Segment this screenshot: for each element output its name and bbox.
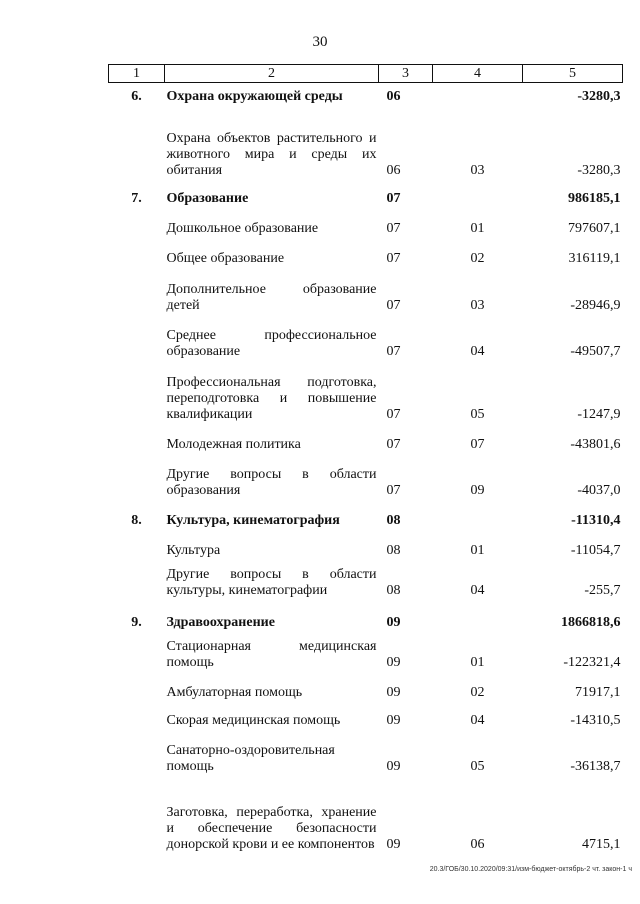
row-number <box>109 453 165 499</box>
row-section-code: 07 <box>386 343 401 359</box>
row-number <box>109 423 165 453</box>
row-subsection-code: 03 <box>470 297 485 313</box>
row-name: Охрана объектов растительного и животного мира и среды их обитания <box>166 130 377 178</box>
row-section-code: 06 <box>386 162 401 178</box>
row-section-code: 07 <box>386 220 401 236</box>
row-subsection-code: 06 <box>470 836 485 852</box>
table-body <box>109 83 623 853</box>
row-subsection-code: 07 <box>470 436 485 452</box>
row-name: Санаторно-оздоровительная помощь <box>166 742 335 774</box>
row-amount: -36138,7 <box>570 758 621 774</box>
table-row <box>109 775 623 853</box>
row-section-code: 07 <box>386 482 401 498</box>
table-row <box>109 701 623 729</box>
row-section-code: 09 <box>386 614 401 630</box>
row-section-code: 08 <box>386 582 401 598</box>
table-row <box>109 360 623 423</box>
row-number: 6. <box>131 88 142 104</box>
row-amount: -11054,7 <box>570 542 621 558</box>
row-section-code: 08 <box>386 542 401 558</box>
table-row <box>109 105 623 179</box>
row-section-code: 09 <box>386 654 401 670</box>
table-row <box>109 631 623 671</box>
row-section-code: 07 <box>386 436 401 452</box>
row-subsection-code: 05 <box>470 406 485 422</box>
row-name: Среднее профессиональное образование <box>166 327 377 359</box>
row-amount: -122321,4 <box>563 654 621 670</box>
row-subsection-code <box>433 599 523 631</box>
row-number <box>109 631 165 671</box>
table-row <box>109 267 623 314</box>
row-name: Дополнительное образование детей <box>166 281 377 313</box>
row-number: 8. <box>131 512 142 528</box>
row-amount: 71917,1 <box>575 684 621 700</box>
row-name: Охрана окружающей среды <box>166 88 343 104</box>
row-amount: 4715,1 <box>582 836 621 852</box>
row-subsection-code: 05 <box>470 758 485 774</box>
table-row <box>109 599 623 631</box>
row-amount: 1866818,6 <box>561 614 621 630</box>
row-amount: -1247,9 <box>577 406 621 422</box>
row-amount: -11310,4 <box>571 512 621 528</box>
row-amount: 316119,1 <box>568 250 621 266</box>
row-name: Культура, кинематография <box>166 512 340 528</box>
row-subsection-code: 03 <box>470 162 485 178</box>
budget-table <box>108 64 623 853</box>
footer-note: 20.3/ГОБ/30.10.2020/09:31/изм-бюджет-октябрь-2 чт. закон-1 ч <box>429 866 632 873</box>
header-col-3: 3 <box>379 65 433 83</box>
row-section-code: 09 <box>386 712 401 728</box>
header-col-5: 5 <box>523 65 623 83</box>
row-amount: -3280,3 <box>577 162 621 178</box>
row-name: Дошкольное образование <box>166 220 319 236</box>
row-subsection-code: 02 <box>470 250 485 266</box>
row-section-code: 07 <box>386 190 401 206</box>
row-subsection-code <box>433 499 523 529</box>
row-number <box>109 775 165 853</box>
table-row <box>109 237 623 267</box>
table-header <box>109 65 623 83</box>
row-name: Амбулаторная помощь <box>166 684 303 700</box>
table-row <box>109 314 623 360</box>
row-name: Общее образование <box>166 250 285 266</box>
row-amount: -4037,0 <box>577 482 621 498</box>
row-name: Образование <box>166 190 249 206</box>
row-subsection-code: 04 <box>470 582 485 598</box>
row-section-code: 06 <box>386 88 401 104</box>
row-amount: -43801,6 <box>570 436 621 452</box>
row-number <box>109 559 165 599</box>
table-row <box>109 453 623 499</box>
row-number <box>109 529 165 559</box>
table-row <box>109 83 623 105</box>
row-amount: -3280,3 <box>577 88 621 104</box>
row-number <box>109 701 165 729</box>
table-row <box>109 559 623 599</box>
page-number: 30 <box>312 34 328 50</box>
header-col-4: 4 <box>433 65 523 83</box>
row-section-code: 07 <box>386 250 401 266</box>
table-row <box>109 671 623 701</box>
row-number <box>109 207 165 237</box>
table-row <box>109 529 623 559</box>
table-row <box>109 179 623 207</box>
row-subsection-code: 04 <box>470 712 485 728</box>
row-subsection-code: 09 <box>470 482 485 498</box>
table-row <box>109 499 623 529</box>
row-number <box>109 671 165 701</box>
row-name: Профессиональная подготовка, переподготовка и повышение квалификации <box>166 374 377 422</box>
row-name: Культура <box>166 542 221 558</box>
row-subsection-code: 02 <box>470 684 485 700</box>
row-number: 9. <box>131 614 142 630</box>
row-amount: -28946,9 <box>570 297 621 313</box>
row-amount: 986185,1 <box>568 190 621 206</box>
row-number <box>109 267 165 314</box>
row-number <box>109 105 165 179</box>
row-name: Здравоохранение <box>166 614 275 630</box>
row-subsection-code <box>433 83 523 105</box>
row-name: Заготовка, переработка, хранение и обеспечение безопасности донорской крови и ее компонентов <box>166 804 377 852</box>
row-section-code: 07 <box>386 406 401 422</box>
header-col-2: 2 <box>165 65 379 83</box>
row-number <box>109 729 165 775</box>
table-row <box>109 207 623 237</box>
row-name: Молодежная политика <box>166 436 301 452</box>
row-name: Скорая медицинская помощь <box>166 712 341 728</box>
row-subsection-code: 01 <box>470 542 485 558</box>
row-subsection-code: 01 <box>470 654 485 670</box>
table-row <box>109 423 623 453</box>
row-number <box>109 314 165 360</box>
row-number <box>109 237 165 267</box>
row-subsection-code <box>433 179 523 207</box>
row-section-code: 07 <box>386 297 401 313</box>
row-name: Другие вопросы в области культуры, кинематографии <box>166 566 377 598</box>
row-number: 7. <box>131 190 142 206</box>
row-subsection-code: 01 <box>470 220 485 236</box>
row-section-code: 08 <box>386 512 401 528</box>
row-amount: -49507,7 <box>570 343 621 359</box>
header-col-1: 1 <box>109 65 165 83</box>
row-section-code: 09 <box>386 684 401 700</box>
row-amount: -14310,5 <box>570 712 621 728</box>
row-amount: -255,7 <box>584 582 621 598</box>
row-section-code: 09 <box>386 836 401 852</box>
row-subsection-code: 04 <box>470 343 485 359</box>
row-amount: 797607,1 <box>568 220 621 236</box>
row-number <box>109 360 165 423</box>
row-name: Стационарная медицинская помощь <box>166 638 377 670</box>
row-name: Другие вопросы в области образования <box>166 466 377 498</box>
table-row <box>109 729 623 775</box>
header-row <box>109 65 623 83</box>
row-section-code: 09 <box>386 758 401 774</box>
